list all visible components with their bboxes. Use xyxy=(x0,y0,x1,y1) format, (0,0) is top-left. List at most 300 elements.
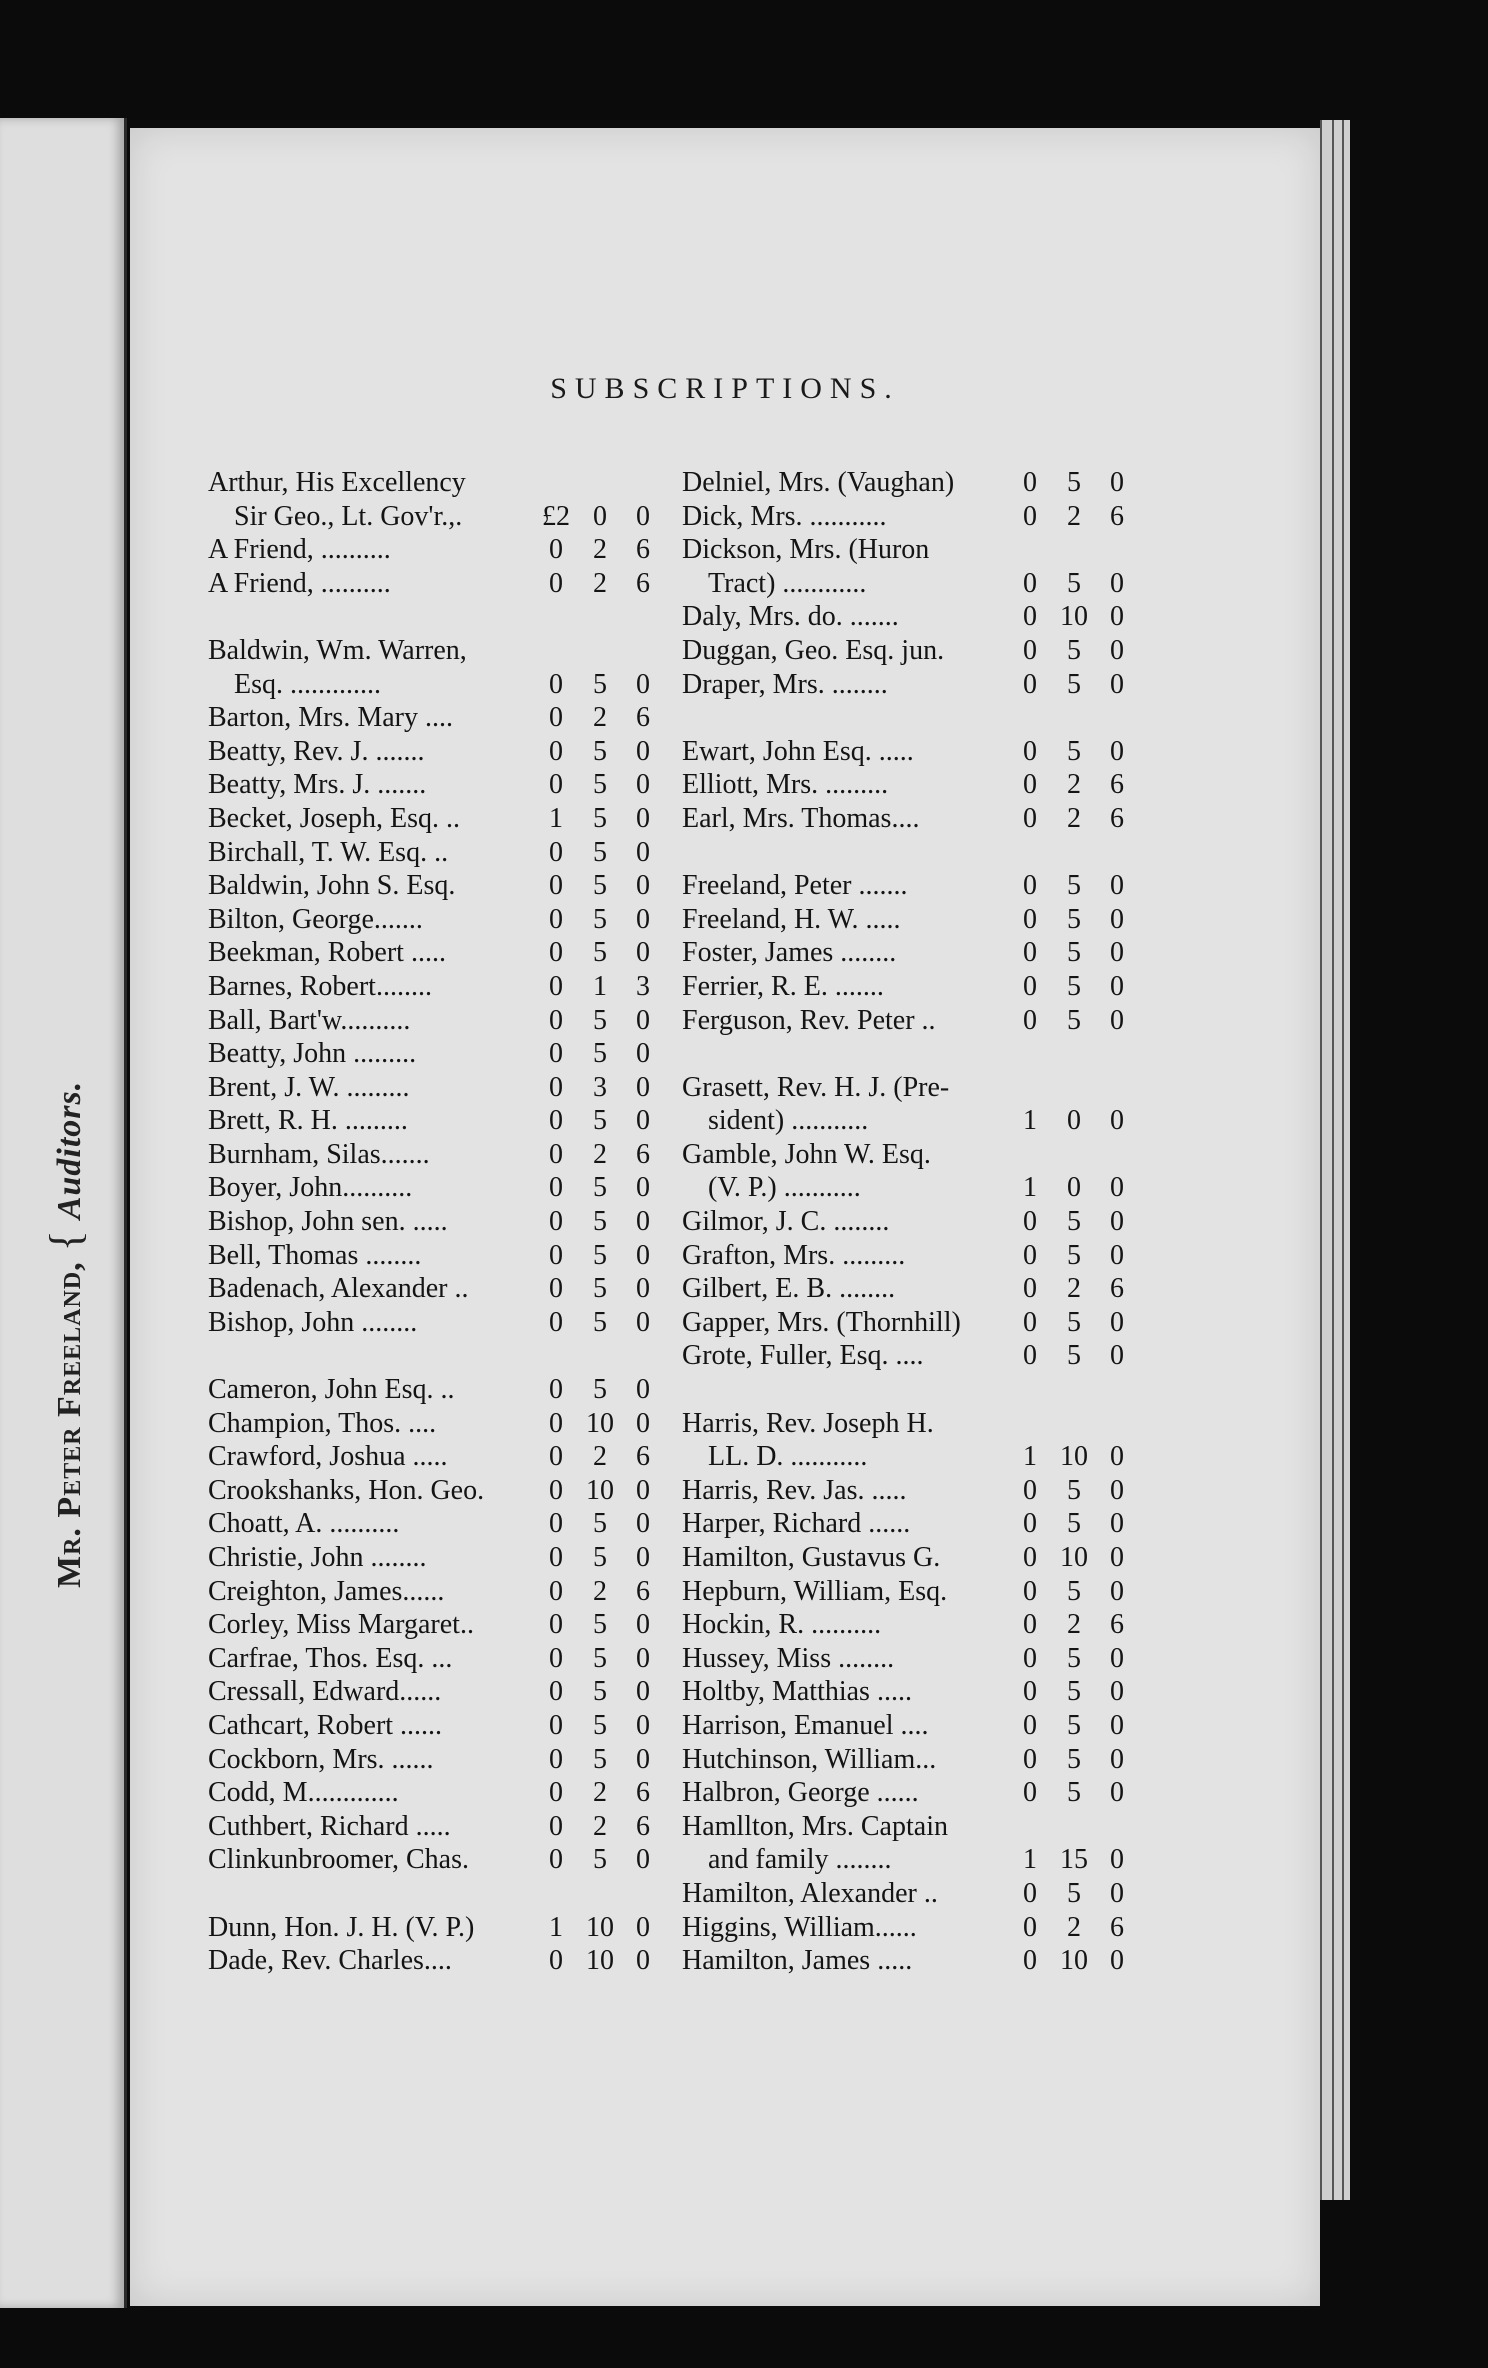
subscriber-name: Elliott, Mrs. ......... xyxy=(682,769,889,801)
amount-pence: 0 xyxy=(636,903,650,935)
amount-pounds: 0 xyxy=(549,903,563,935)
amount-pounds: 0 xyxy=(1023,1273,1037,1305)
subscriber-name: Earl, Mrs. Thomas.... xyxy=(682,802,920,834)
amount-shillings: 5 xyxy=(1067,970,1081,1002)
amount-shillings: 0 xyxy=(1067,1172,1081,1204)
amount-pence: 6 xyxy=(1110,769,1124,801)
amount-shillings: 0 xyxy=(593,500,607,532)
page-edge xyxy=(1320,120,1332,2200)
subscriber-name: Beatty, John ......... xyxy=(208,1038,417,1070)
subscription-row xyxy=(208,1743,678,1777)
subscription-row xyxy=(208,668,678,702)
amount-pence: 0 xyxy=(1110,1709,1124,1741)
amount-pence: 0 xyxy=(636,870,650,902)
amount-pence: 0 xyxy=(636,1206,650,1238)
amount-pounds: 0 xyxy=(549,937,563,969)
subscriber-name: Harris, Rev. Joseph H. xyxy=(682,1407,934,1439)
amount-pounds: 0 xyxy=(549,1474,563,1506)
amount-pence: 0 xyxy=(636,1105,650,1137)
amount-pence: 6 xyxy=(636,1575,650,1607)
subscription-row xyxy=(682,1877,1152,1911)
amount-pence: 0 xyxy=(1110,1844,1124,1876)
subscription-row xyxy=(682,1272,1152,1306)
amount-pence: 0 xyxy=(636,1542,650,1573)
amount-pounds: 0 xyxy=(549,1239,563,1271)
subscriber-name: Birchall, T. W. Esq. .. xyxy=(208,836,449,868)
amount-pence: 0 xyxy=(636,1172,650,1204)
amount-shillings: 5 xyxy=(1067,870,1081,902)
amount-shillings: 5 xyxy=(593,1306,607,1338)
amount-pence: 0 xyxy=(1110,1004,1124,1036)
amount-pence: 6 xyxy=(1110,1911,1124,1943)
amount-pounds: 0 xyxy=(1023,1575,1037,1607)
amount-pence: 0 xyxy=(1110,1575,1124,1607)
amount-pounds: 0 xyxy=(549,870,563,902)
amount-pence: 0 xyxy=(636,1844,650,1876)
amount-pence: 0 xyxy=(636,1609,650,1641)
amount-pence: 0 xyxy=(1110,467,1124,498)
subscription-row xyxy=(682,1776,1152,1810)
subscriptions-right-column xyxy=(682,466,1152,1978)
amount-pence: 0 xyxy=(636,1273,650,1305)
amount-shillings: 10 xyxy=(1060,1441,1088,1473)
subscription-row xyxy=(682,1239,1152,1273)
amount-pounds: 0 xyxy=(549,1105,563,1137)
amount-shillings: 5 xyxy=(1067,1575,1081,1607)
amount-pence: 0 xyxy=(636,937,650,969)
subscription-row xyxy=(208,1911,678,1945)
subscriber-name: Crookshanks, Hon. Geo. xyxy=(208,1474,485,1506)
subscriber-name: Dick, Mrs. ........... xyxy=(682,500,887,532)
amount-pounds: 0 xyxy=(1023,1306,1037,1338)
subscriber-name: Freeland, Peter ....... xyxy=(682,870,908,902)
subscriber-name: and family ........ xyxy=(708,1844,892,1876)
amount-pence: 0 xyxy=(1110,1676,1124,1708)
amount-shillings: 5 xyxy=(593,1676,607,1708)
amount-shillings: 5 xyxy=(1067,634,1081,666)
subscription-row xyxy=(208,735,678,769)
subscriber-name: Tract) ............ xyxy=(708,567,867,599)
amount-pence: 0 xyxy=(1110,1206,1124,1238)
amount-pounds: 0 xyxy=(1023,1474,1037,1506)
subscriber-name: Halbron, George ...... xyxy=(682,1777,919,1809)
subscriber-name: Badenach, Alexander .. xyxy=(208,1273,469,1305)
amount-pounds: 1 xyxy=(549,1911,563,1943)
subscription-row xyxy=(208,1239,678,1273)
amount-pence: 0 xyxy=(1110,1743,1124,1775)
subscription-row xyxy=(208,869,678,903)
amount-shillings: 5 xyxy=(1067,1676,1081,1708)
subscription-row xyxy=(208,1104,678,1138)
subscriber-name: Gamble, John W. Esq. xyxy=(682,1138,931,1170)
subscription-row xyxy=(682,600,1152,634)
amount-shillings: 5 xyxy=(593,735,607,767)
amount-pence: 0 xyxy=(636,668,650,700)
amount-shillings: 5 xyxy=(593,903,607,935)
amount-pence: 0 xyxy=(636,1038,650,1070)
amount-pence: 0 xyxy=(1110,970,1124,1002)
subscriber-name: Beekman, Robert ..... xyxy=(208,937,446,969)
amount-pence: 0 xyxy=(1110,1172,1124,1204)
subscriber-name: Dade, Rev. Charles.... xyxy=(208,1945,452,1977)
subscriber-name: Cressall, Edward...... xyxy=(208,1676,442,1708)
subscription-row xyxy=(682,1004,1152,1038)
amount-pence: 0 xyxy=(1110,634,1124,666)
amount-shillings: 2 xyxy=(593,1441,607,1473)
subscriber-name: A Friend, .......... xyxy=(208,534,391,566)
subscription-row xyxy=(682,668,1152,702)
amount-pounds: 0 xyxy=(1023,802,1037,834)
amount-pounds: 0 xyxy=(1023,1239,1037,1271)
amount-pounds: 1 xyxy=(1023,1441,1037,1473)
subscriber-name: Harrison, Emanuel .... xyxy=(682,1709,929,1741)
amount-shillings: 5 xyxy=(593,1038,607,1070)
subscription-row xyxy=(208,1306,678,1340)
amount-pence: 0 xyxy=(636,1474,650,1506)
amount-shillings: 2 xyxy=(1067,1273,1081,1305)
section-gap xyxy=(682,836,1152,870)
subscriber-name: Baldwin, John S. Esq. xyxy=(208,870,456,902)
subscription-row xyxy=(208,1373,678,1407)
amount-pence: 0 xyxy=(636,1676,650,1708)
amount-pounds: 0 xyxy=(549,1441,563,1473)
subscription-row xyxy=(208,1944,678,1978)
amount-pence: 0 xyxy=(636,1911,650,1943)
subscription-row xyxy=(208,936,678,970)
amount-shillings: 10 xyxy=(1060,1542,1088,1573)
amount-pounds: 0 xyxy=(1023,601,1037,633)
subscription-row xyxy=(682,533,1152,567)
subscription-row xyxy=(682,1743,1152,1777)
subscription-row xyxy=(208,1407,678,1441)
amount-pounds: 0 xyxy=(549,1743,563,1775)
subscription-row xyxy=(682,500,1152,534)
amount-pounds: 0 xyxy=(549,1138,563,1170)
subscriber-name: Sir Geo., Lt. Gov'r.,. xyxy=(234,500,463,532)
amount-pounds: 0 xyxy=(1023,500,1037,532)
amount-shillings: 5 xyxy=(1067,1004,1081,1036)
amount-shillings: 5 xyxy=(593,1508,607,1540)
subscriber-name: Baldwin, Wm. Warren, xyxy=(208,634,467,666)
subscription-row xyxy=(682,1507,1152,1541)
amount-pence: 0 xyxy=(1110,1777,1124,1809)
amount-pence: 0 xyxy=(1110,1239,1124,1271)
amount-pence: 6 xyxy=(636,1138,650,1170)
amount-pence: 6 xyxy=(636,702,650,734)
amount-pence: 0 xyxy=(1110,1306,1124,1338)
subscription-row xyxy=(208,1205,678,1239)
amount-pence: 6 xyxy=(1110,1273,1124,1305)
amount-pounds: 0 xyxy=(549,534,563,566)
subscriber-name: Bishop, John sen. ..... xyxy=(208,1206,448,1238)
subscriber-name: Foster, James ........ xyxy=(682,937,897,969)
subscriber-name: Hutchinson, William... xyxy=(682,1743,937,1775)
amount-pounds: 0 xyxy=(1023,1508,1037,1540)
subscription-row xyxy=(208,1138,678,1172)
amount-pence: 0 xyxy=(1110,668,1124,700)
subscription-row xyxy=(208,802,678,836)
amount-pounds: 0 xyxy=(549,970,563,1002)
subscriber-name: Dunn, Hon. J. H. (V. P.) xyxy=(208,1911,475,1943)
amount-shillings: 5 xyxy=(1067,1743,1081,1775)
amount-pounds: 0 xyxy=(549,567,563,599)
subscription-row xyxy=(682,735,1152,769)
amount-pence: 6 xyxy=(636,567,650,599)
page-edge xyxy=(1342,120,1350,2200)
subscriber-name: Grote, Fuller, Esq. .... xyxy=(682,1340,924,1372)
amount-pence: 0 xyxy=(636,1945,650,1977)
subscriber-name: Cockborn, Mrs. ...... xyxy=(208,1743,434,1775)
amount-pence: 0 xyxy=(636,1709,650,1741)
amount-pounds: 0 xyxy=(549,1071,563,1103)
subscription-row xyxy=(208,701,678,735)
subscriber-name: Carfrae, Thos. Esq. ... xyxy=(208,1642,453,1674)
amount-pounds: 0 xyxy=(549,769,563,801)
amount-shillings: 2 xyxy=(593,1575,607,1607)
amount-shillings: 0 xyxy=(1067,1105,1081,1137)
amount-pence: 0 xyxy=(1110,1508,1124,1540)
amount-shillings: 3 xyxy=(593,1071,607,1103)
subscription-row xyxy=(208,1608,678,1642)
amount-shillings: 5 xyxy=(1067,567,1081,599)
subscriber-name: Champion, Thos. .... xyxy=(208,1407,437,1439)
amount-shillings: 5 xyxy=(1067,1709,1081,1741)
amount-pence: 0 xyxy=(636,1642,650,1674)
subscriber-name: Grasett, Rev. H. J. (Pre- xyxy=(682,1071,950,1103)
amount-pence: 6 xyxy=(636,534,650,566)
subscription-row xyxy=(682,1608,1152,1642)
amount-pence: 0 xyxy=(1110,937,1124,969)
amount-shillings: 10 xyxy=(1060,1945,1088,1977)
amount-shillings: 5 xyxy=(593,1206,607,1238)
amount-shillings: 15 xyxy=(1060,1844,1088,1876)
subscriber-name: (V. P.) ........... xyxy=(708,1172,861,1204)
amount-shillings: 10 xyxy=(586,1911,614,1943)
subscription-row xyxy=(682,1407,1152,1441)
facing-page xyxy=(0,118,127,2308)
subscription-row xyxy=(682,1474,1152,1508)
amount-shillings: 5 xyxy=(593,937,607,969)
amount-pounds: 0 xyxy=(549,836,563,868)
subscription-row xyxy=(682,1810,1152,1844)
amount-pounds: 0 xyxy=(549,1273,563,1305)
amount-pence: 0 xyxy=(636,1743,650,1775)
subscription-row xyxy=(682,1843,1152,1877)
amount-shillings: 5 xyxy=(593,836,607,868)
auditors-note xyxy=(40,1081,91,1588)
subscription-row xyxy=(208,768,678,802)
subscription-row xyxy=(682,1205,1152,1239)
subscriber-name: Burnham, Silas....... xyxy=(208,1138,430,1170)
amount-shillings: 5 xyxy=(593,1374,607,1406)
subscriber-name: Ferrier, R. E. ....... xyxy=(682,970,884,1002)
subscriber-name: Gapper, Mrs. (Thornhill) xyxy=(682,1306,961,1338)
amount-shillings: 5 xyxy=(1067,1474,1081,1506)
subscriber-name: Draper, Mrs. ........ xyxy=(682,668,888,700)
amount-shillings: 5 xyxy=(593,1609,607,1641)
amount-pounds: 0 xyxy=(1023,1609,1037,1641)
amount-pounds: 0 xyxy=(549,702,563,734)
subscriber-name: Clinkunbroomer, Chas. xyxy=(208,1844,469,1876)
amount-shillings: 5 xyxy=(593,1642,607,1674)
amount-pence: 0 xyxy=(636,1239,650,1271)
amount-shillings: 2 xyxy=(593,567,607,599)
subscription-row xyxy=(682,1071,1152,1105)
subscriber-name: Holtby, Matthias ..... xyxy=(682,1676,912,1708)
subscription-row xyxy=(208,903,678,937)
auditor-name: Mr. Peter Freeland, xyxy=(51,1261,88,1588)
amount-pence: 0 xyxy=(636,1407,650,1439)
subscription-row xyxy=(208,836,678,870)
amount-pounds: 0 xyxy=(549,1374,563,1406)
section-gap xyxy=(208,1339,678,1373)
amount-pounds: 0 xyxy=(549,735,563,767)
amount-pounds: 0 xyxy=(549,1810,563,1842)
subscription-row xyxy=(208,567,678,601)
amount-pounds: 0 xyxy=(549,1844,563,1876)
amount-shillings: 2 xyxy=(593,1810,607,1842)
amount-shillings: 5 xyxy=(593,1239,607,1271)
subscription-row xyxy=(208,1776,678,1810)
section-gap xyxy=(682,1373,1152,1407)
amount-pounds: 0 xyxy=(549,1676,563,1708)
subscription-row xyxy=(208,970,678,1004)
amount-pounds: 0 xyxy=(1023,567,1037,599)
amount-pence: 0 xyxy=(1110,1945,1124,1977)
amount-shillings: 5 xyxy=(1067,1340,1081,1372)
subscription-row xyxy=(208,500,678,534)
subscription-row xyxy=(682,1642,1152,1676)
amount-pounds: 0 xyxy=(1023,668,1037,700)
amount-pounds: 0 xyxy=(549,1575,563,1607)
amount-pence: 0 xyxy=(636,802,650,834)
amount-shillings: 2 xyxy=(593,1777,607,1809)
subscriber-name: Bilton, George....... xyxy=(208,903,423,935)
amount-shillings: 2 xyxy=(593,702,607,734)
amount-shillings: 2 xyxy=(593,534,607,566)
amount-shillings: 5 xyxy=(593,1709,607,1741)
amount-shillings: 5 xyxy=(1067,668,1081,700)
subscriber-name: Hamilton, James ..... xyxy=(682,1945,913,1977)
subscription-row xyxy=(682,1541,1152,1575)
subscription-row xyxy=(208,1709,678,1743)
amount-pounds: 0 xyxy=(549,668,563,700)
amount-shillings: 5 xyxy=(593,1743,607,1775)
subscriber-name: Brett, R. H. ......... xyxy=(208,1105,408,1137)
amount-pounds: 0 xyxy=(549,1172,563,1204)
subscription-row xyxy=(208,1004,678,1038)
subscriber-name: Hussey, Miss ........ xyxy=(682,1642,895,1674)
amount-pence: 0 xyxy=(636,1004,650,1036)
brace-glyph: { xyxy=(41,1229,90,1252)
amount-shillings: 5 xyxy=(593,1172,607,1204)
amount-pence: 0 xyxy=(1110,903,1124,935)
amount-shillings: 2 xyxy=(1067,1609,1081,1641)
subscription-row xyxy=(682,1944,1152,1978)
amount-pounds: £2 xyxy=(542,500,570,532)
amount-shillings: 5 xyxy=(593,870,607,902)
amount-pence: 0 xyxy=(1110,870,1124,902)
amount-shillings: 5 xyxy=(593,1105,607,1137)
amount-shillings: 5 xyxy=(1067,467,1081,498)
subscriber-name: Cameron, John Esq. .. xyxy=(208,1374,455,1406)
amount-pounds: 0 xyxy=(1023,1743,1037,1775)
amount-shillings: 5 xyxy=(1067,1642,1081,1674)
subscription-row xyxy=(208,1843,678,1877)
amount-pence: 0 xyxy=(636,836,650,868)
subscriber-name: Cuthbert, Richard ..... xyxy=(208,1810,451,1842)
amount-pence: 6 xyxy=(1110,802,1124,834)
subscriber-name: Bell, Thomas ........ xyxy=(208,1239,422,1271)
subscriber-name: Hamilton, Alexander .. xyxy=(682,1877,938,1909)
subscriber-name: Bishop, John ........ xyxy=(208,1306,418,1338)
subscriber-name: Barton, Mrs. Mary .... xyxy=(208,702,453,734)
amount-pence: 3 xyxy=(636,970,650,1002)
amount-pence: 0 xyxy=(1110,601,1124,633)
amount-pence: 6 xyxy=(1110,500,1124,532)
subscription-row xyxy=(208,1541,678,1575)
amount-pence: 0 xyxy=(1110,1441,1124,1473)
amount-pounds: 1 xyxy=(1023,1105,1037,1137)
subscription-row xyxy=(208,634,678,668)
subscriber-name: Dickson, Mrs. (Huron xyxy=(682,534,930,566)
amount-pounds: 0 xyxy=(549,1206,563,1238)
amount-shillings: 5 xyxy=(1067,735,1081,767)
subscriber-name: Delniel, Mrs. (Vaughan) xyxy=(682,467,955,498)
amount-shillings: 10 xyxy=(586,1945,614,1977)
amount-pence: 0 xyxy=(636,769,650,801)
amount-shillings: 5 xyxy=(593,668,607,700)
subscriber-name: Barnes, Robert........ xyxy=(208,970,432,1002)
subscriber-name: Gilmor, J. C. ........ xyxy=(682,1206,890,1238)
subscriber-name: Harris, Rev. Jas. ..... xyxy=(682,1474,907,1506)
amount-shillings: 5 xyxy=(593,1542,607,1573)
subscriber-name: LL. D. ........... xyxy=(708,1441,868,1473)
amount-shillings: 5 xyxy=(593,1844,607,1876)
amount-pence: 0 xyxy=(636,1306,650,1338)
amount-pounds: 0 xyxy=(1023,467,1037,498)
subscription-row xyxy=(208,533,678,567)
subscriber-name: Hamllton, Mrs. Captain xyxy=(682,1810,948,1842)
amount-shillings: 2 xyxy=(1067,500,1081,532)
subscription-row xyxy=(682,1440,1152,1474)
subscription-row xyxy=(682,1138,1152,1172)
amount-shillings: 5 xyxy=(1067,1206,1081,1238)
subscriber-name: Crawford, Joshua ..... xyxy=(208,1441,448,1473)
subscription-row xyxy=(208,1071,678,1105)
subscriber-name: Cathcart, Robert ...... xyxy=(208,1709,443,1741)
subscription-row xyxy=(682,1339,1152,1373)
amount-pounds: 0 xyxy=(549,1407,563,1439)
subscriber-name: Christie, John ........ xyxy=(208,1542,427,1573)
amount-pounds: 0 xyxy=(549,1508,563,1540)
amount-pounds: 1 xyxy=(1023,1844,1037,1876)
subscriber-name: Hockin, R. .......... xyxy=(682,1609,882,1641)
amount-shillings: 5 xyxy=(1067,1877,1081,1909)
subscriber-name: Arthur, His Excellency xyxy=(208,467,466,498)
subscription-row xyxy=(682,1911,1152,1945)
page-edge xyxy=(1332,120,1342,2200)
subscription-row xyxy=(682,634,1152,668)
amount-pounds: 0 xyxy=(549,1642,563,1674)
page-title: SUBSCRIPTIONS. xyxy=(550,372,900,405)
subscriber-name: Choatt, A. .......... xyxy=(208,1508,400,1540)
subscription-row xyxy=(682,466,1152,500)
amount-pounds: 1 xyxy=(1023,1172,1037,1204)
subscriber-name: Becket, Joseph, Esq. .. xyxy=(208,802,460,834)
subscription-row xyxy=(682,1104,1152,1138)
subscriber-name: Higgins, William...... xyxy=(682,1911,917,1943)
